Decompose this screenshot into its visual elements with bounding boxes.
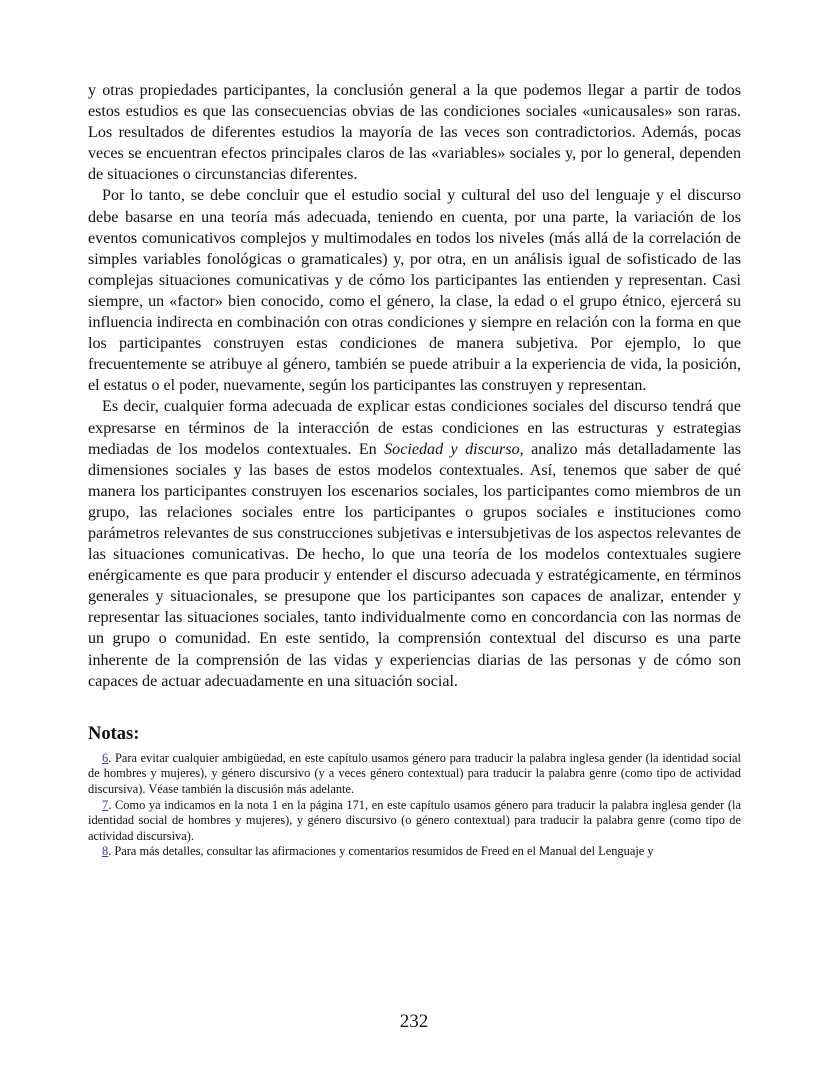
footnote-8-link[interactable]: 8 <box>102 844 109 859</box>
footnote-8 <box>88 844 741 860</box>
footnote-7 <box>88 798 741 845</box>
page-number: 232 <box>399 1011 429 1032</box>
paragraph-3 <box>88 396 741 691</box>
paragraph-3-text-b: , analizo más detalladamente las dimensiones sociales y las bases de estos modelos contextuales. Así, tenemos que saber de qué manera los participantes construyen los escenarios sociales, los participantes como miembros de un grupo, las relaciones sociales entre los participantes o grupos sociales e instituciones como parámetros relevantes de sus construcciones subjetivas e intersubjetivas de los aspectos relevantes de las situaciones comunicativas. De hecho, lo que una teoría de los modelos contextuales sugiere enérgicamente es que para producir y entender el discurso adecuada y estratégicamente, en términos generales y situacionales, se presupone que los participantes son capaces de analizar, entender y representar las situaciones sociales, tanto individualmente como en concordancia con las normas de un grupo o comunidad. En este sentido, la comprensión contextual del discurso es una parte inherente de la comprensión de las vidas y experiencias diarias de las personas y de cómo son capaces de actuar adecuadamente en una situación social. <box>88 440 741 690</box>
book-title-italic: Sociedad y discurso <box>384 440 520 458</box>
footnote-8-text: . Para más detalles, consultar las afirmaciones y comentarios resumidos de Freed en el Manual del Lenguaje y <box>108 844 654 859</box>
body-text <box>88 80 741 692</box>
notes-list <box>88 751 741 860</box>
footnote-6-text: . Para evitar cualquier ambigüedad, en este capítulo usamos género para traducir la palabra inglesa gender (la identidad social de hombres y mujeres), y género discursivo (y a veces género contextual) para traducir la palabra genre (como tipo de actividad discursiva). Véase también la discusión más adelante. <box>88 750 741 796</box>
notes-heading: Notas: <box>88 723 140 744</box>
paragraph-3-text-a: Es decir, cualquier forma adecuada de explicar estas condiciones sociales del discurso tendrá que expresarse en términos de la interacción de estas condiciones en las estructuras y estrategias mediadas de los modelos contextuales. En <box>88 398 741 458</box>
footnote-6-link[interactable]: 6 <box>102 750 109 765</box>
paragraph-2: Por lo tanto, se debe concluir que el estudio social y cultural del uso del lenguaje y el discurso debe basarse en una teoría más adecuada, teniendo en cuenta, por una parte, la variación de los eventos comunicativos complejos y multimodales en todos los niveles (más allá de la correlación de simples variables fonológicas o gramaticales) y, por otra, en un análisis igual de sofisticado de las complejas situaciones comunicativas y de cómo los participantes las entienden y representan. Casi siempre, un «factor» bien conocido, como el género, la clase, la edad o el grupo étnico, ejercerá su influencia indirecta en combinación con otras condiciones y siempre en relación con la forma en que los participantes construyen estas condiciones de manera subjetiva. Por ejemplo, lo que frecuentemente se atribuye al género, también se puede atribuir a la experiencia de vida, la posición, el estatus o el poder, nuevamente, según los participantes las construyen y representan. <box>88 187 741 395</box>
footnote-7-text: . Como ya indicamos en la nota 1 en la página 171, en este capítulo usamos género para traducir la palabra inglesa gender (la identidad social de hombres y mujeres), y género discursivo (o género contextual) para traducir la palabra genre (como tipo de actividad discursiva). <box>88 797 741 843</box>
document-page <box>88 80 741 860</box>
footnote-6 <box>88 751 741 798</box>
footnote-7-link[interactable]: 7 <box>102 797 109 812</box>
paragraph-1: y otras propiedades participantes, la conclusión general a la que podemos llegar a partir de todos estos estudios es que las consecuencias obvias de las condiciones sociales «unicausales» son raras. Los resultados de diferentes estudios la mayoría de las veces son contradictorios. Además, pocas veces se encuentran efectos principales claros de las «variables» sociales y, por lo general, dependen de situaciones o circunstancias diferentes. <box>88 82 741 184</box>
